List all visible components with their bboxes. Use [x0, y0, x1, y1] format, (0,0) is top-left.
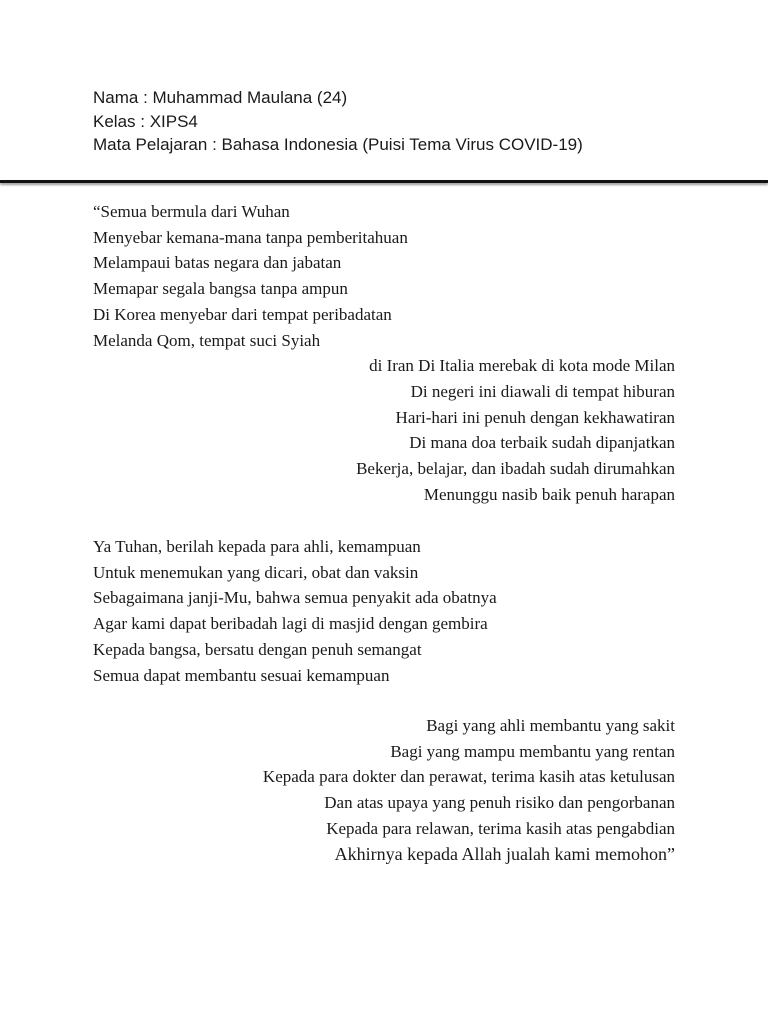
header-info	[93, 86, 583, 157]
poem-line: Bagi yang ahli membantu yang sakit	[426, 716, 675, 735]
poem-line: Sebagaimana janji-Mu, bahwa semua penyakit ada obatnya	[93, 588, 497, 608]
poem-line: Ya Tuhan, berilah kepada para ahli, kemampuan	[93, 537, 421, 556]
poem-line: Untuk menemukan yang dicari, obat dan vaksin	[93, 562, 419, 582]
poem-line: Kepada para dokter dan perawat, terima kasih atas ketulusan	[262, 767, 675, 787]
poem-line: Hari-hari ini penuh dengan kekhawatiran	[395, 407, 675, 427]
poem-line: Akhirnya kepada Allah jualah kami memohon”	[334, 843, 675, 864]
poem-line: Menunggu nasib baik penuh harapan	[423, 484, 675, 504]
poem-line: Di negeri ini diawali di tempat hiburan	[410, 381, 675, 401]
poem-line: di Iran Di Italia merebak di kota mode Milan	[369, 356, 675, 376]
poem-line: Kepada bangsa, bersatu dengan penuh semangat	[93, 639, 422, 659]
poem-stanza-3	[93, 713, 675, 867]
student-name: Nama : Muhammad Maulana (24)	[93, 88, 348, 107]
poem-line: Melanda Qom, tempat suci Syiah	[93, 330, 321, 350]
poem-stanza-2	[93, 534, 675, 688]
poem-line: Agar kami dapat beribadah lagi di masjid dengan gembira	[93, 614, 488, 634]
poem-line: Kepada para relawan, terima kasih atas pengabdian	[326, 818, 675, 838]
poem-line: “Semua bermula dari Wuhan	[93, 202, 290, 221]
poem-line: Melampaui batas negara dan jabatan	[93, 253, 342, 273]
poem-line: Di mana doa terbaik sudah dipanjatkan	[409, 433, 675, 453]
header-divider	[0, 180, 768, 183]
poem-line: Menyebar kemana-mana tanpa pemberitahuan	[93, 227, 408, 247]
poem-line: Di Korea menyebar dari tempat peribadatan	[93, 304, 392, 324]
poem-line: Memapar segala bangsa tanpa ampun	[93, 279, 348, 299]
poem-line: Bagi yang mampu membantu yang rentan	[390, 741, 675, 761]
poem-line: Bekerja, belajar, dan ibadah sudah dirumahkan	[356, 459, 675, 479]
student-class: Kelas : XIPS4	[93, 111, 198, 131]
poem-line: Dan atas upaya yang penuh risiko dan pengorbanan	[324, 793, 675, 813]
poem-stanza-1	[93, 199, 675, 507]
subject: Mata Pelajaran : Bahasa Indonesia (Puisi Tema Virus COVID-19)	[93, 135, 583, 154]
poem-line: Semua dapat membantu sesuai kemampuan	[93, 665, 390, 685]
